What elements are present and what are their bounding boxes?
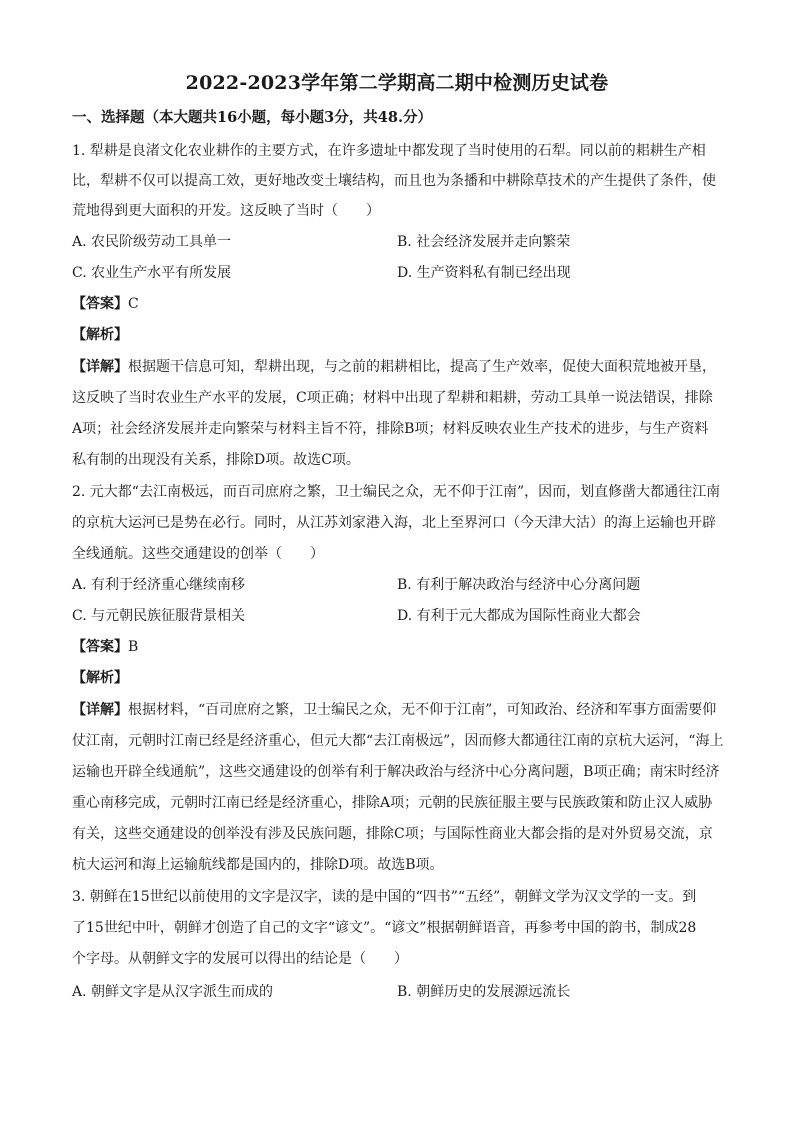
answer-tag: 【答案】: [72, 639, 128, 655]
q1-stem-line-1: 1. 犁耕是良渚文化农业耕作的主要方式，在许多遗址中都发现了当时使用的石犁。同以前的耜耕生产相: [72, 143, 706, 159]
q2-answer: [72, 637, 724, 657]
q1-detail-line-1: [72, 357, 724, 377]
q1-detail-line-3: A项；社会经济发展并走向繁荣与材料主旨不符，排除B项；材料反映农业生产技术的进步，与生产资料: [72, 421, 709, 437]
answer-tag: 【答案】: [72, 296, 128, 312]
q1-answer: [72, 294, 724, 314]
answer-value: B: [128, 639, 139, 655]
q2-detail-line-3: 运输也开辟全线通航”，这些交通建设的创举有利于解决政治与经济中心分离问题，B项正确；南宋时经济: [72, 764, 720, 780]
q2-option-d: D. 有利于元大都成为国际性商业大都会: [397, 608, 641, 624]
q2-stem-line-1: 2. 元大都“去江南极远，而百司庶府之繁，卫士编民之众，无不仰于江南”，因而，划直修凿大都通往江南: [72, 484, 721, 500]
section-heading: 一、选择题（本大题共16小题，每小题3分，共48.分）: [72, 109, 432, 126]
q2-detail-line-1: [72, 700, 724, 720]
q3-stem-line-2: 了15世纪中叶，朝鲜才创造了自己的文字“谚文”。“谚文”根据朝鲜语音，再参考中国的韵书，制成28: [72, 920, 697, 936]
q1-stem-line-2: 比，犁耕不仅可以提高工效，更好地改变土壤结构，而且也为条播和中耕除草技术的产生提供了条件，使: [72, 173, 716, 189]
q2-detail-line-2: 仗江南，元朝时江南已经是经济重心，但元大都“去江南极远”，因而修大都通往江南的京杭大运河，“海上: [72, 733, 724, 749]
q2-analysis-tag: [72, 668, 724, 688]
q2-detail-line-6: 杭大运河和海上运输航线都是国内的，排除D项。故选B项。: [72, 857, 444, 873]
q1-option-b: B. 社会经济发展并走向繁荣: [397, 234, 571, 250]
q1-detail-line-4: 私有制的出现没有关系，排除D项。故选C项。: [72, 452, 360, 468]
q1-stem-line-3: 荒地得到更大面积的开发。这反映了当时（ ）: [72, 203, 380, 219]
q2-option-a: A. 有利于经济重心继续南移: [72, 577, 246, 593]
answer-value: C: [128, 296, 139, 312]
q1-analysis-tag: [72, 325, 724, 345]
q1-option-a: A. 农民阶级劳动工具单一: [72, 234, 232, 250]
q2-detail-line-5: 有关，这些交通建设的创举没有涉及民族问题，排除C项；与国际性商业大都会指的是对外贸易交流，京: [72, 826, 713, 842]
q1-option-c: C. 农业生产水平有所发展: [72, 265, 232, 281]
q1-detail-line-2: 这反映了当时农业生产水平的发展，C项正确；材料中出现了犁耕和耜耕，劳动工具单一说法错误，排除: [72, 390, 713, 406]
detail-tag: 【详解】: [72, 702, 128, 718]
q3-stem-line-3: 个字母。从朝鲜文字的发展可以得出的结论是（ ）: [72, 951, 408, 967]
q2-option-b: B. 有利于解决政治与经济中心分离问题: [397, 577, 641, 593]
q3-stem-line-1: 3. 朝鲜在15世纪以前使用的文字是汉字，读的是中国的“四书”“五经”，朝鲜文学为汉文学的一支。到: [72, 889, 697, 905]
q2-stem-line-3: 全线通航。这些交通建设的创举（ ）: [72, 546, 324, 562]
analysis-tag: 【解析】: [72, 327, 128, 343]
q1-option-d: D. 生产资料私有制已经出现: [397, 265, 571, 281]
page-title: 2022-2023学年第二学期高二期中检测历史试卷: [185, 72, 609, 94]
q2-option-c: C. 与元朝民族征服背景相关: [72, 608, 246, 624]
q2-stem-line-2: 的京杭大运河已是势在必行。同时，从江苏刘家港入海，北上至界河口（今天津大沽）的海上运输也开辟: [72, 515, 716, 531]
detail-text: 根据题干信息可知，犁耕出现，与之前的耜耕相比，提高了生产效率，促使大面积荒地被开垦，: [128, 359, 716, 375]
q2-detail-line-4: 重心南移完成，元朝时江南已经是经济重心，排除A项；元朝的民族征服主要与民族政策和防止汉人威胁: [72, 795, 713, 811]
q3-option-a: A. 朝鲜文字是从汉字派生而成的: [72, 984, 274, 1000]
analysis-tag: 【解析】: [72, 670, 128, 686]
detail-tag: 【详解】: [72, 359, 128, 375]
q3-option-b: B. 朝鲜历史的发展源远流长: [397, 984, 571, 1000]
detail-text: 根据材料，“百司庶府之繁，卫士编民之众，无不仰于江南”，可知政治、经济和军事方面需要仰: [128, 702, 717, 718]
